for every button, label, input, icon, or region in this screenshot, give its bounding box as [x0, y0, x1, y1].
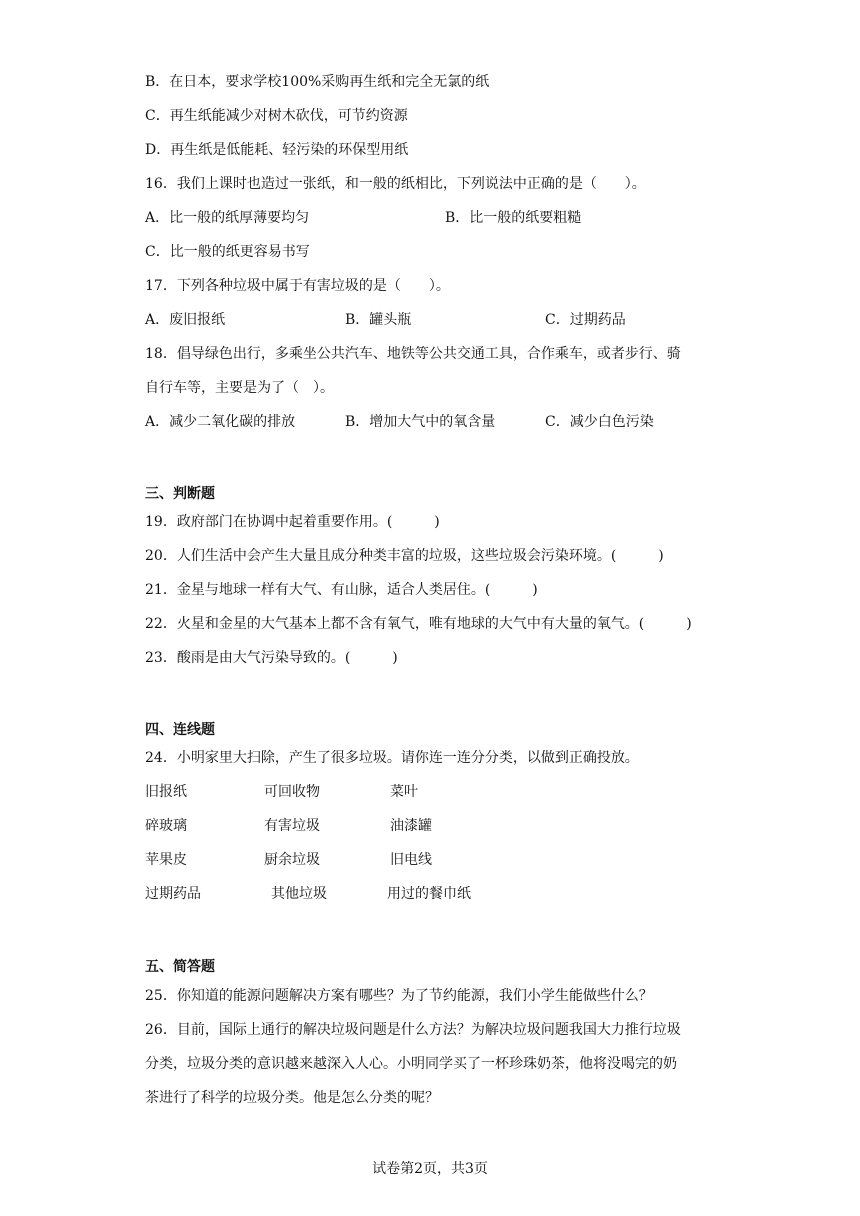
q17-stem: 17．下列各种垃圾中属于有害垃圾的是（ ）。 — [145, 278, 450, 294]
match-col1-item: 过期药品 — [145, 886, 201, 902]
match-col3-item: 菜叶 — [390, 784, 418, 800]
match-col3-item: 旧电线 — [390, 852, 432, 868]
q18-option-b: B．增加大气中的氧含量 — [345, 414, 496, 430]
match-col3-item: 油漆罐 — [390, 818, 432, 834]
q16-option-c: C．比一般的纸更容易书写 — [145, 244, 310, 260]
page-footer: 试卷第2页，共3页 — [372, 1161, 488, 1177]
q18-stem-line1: 18．倡导绿色出行，多乘坐公共汽车、地铁等公共交通工具，合作乘车，或者步行、骑 — [145, 346, 681, 362]
q17-option-b: B．罐头瓶 — [345, 312, 412, 328]
q19: 19．政府部门在协调中起着重要作用。( ) — [145, 514, 440, 530]
q15-option-b: B．在日本，要求学校100%采购再生纸和完全无氯的纸 — [145, 74, 490, 90]
q18-stem-line2: 自行车等，主要是为了（ ）。 — [145, 380, 334, 396]
q24-stem: 24．小明家里大扫除，产生了很多垃圾。请你连一连分分类，以做到正确投放。 — [145, 750, 639, 766]
match-col2-item: 厨余垃圾 — [264, 852, 320, 868]
q18-option-a: A．减少二氧化碳的排放 — [145, 414, 296, 430]
match-col1-item: 碎玻璃 — [145, 818, 187, 834]
q18-option-c: C．减少白色污染 — [545, 414, 654, 430]
q16-option-a: A．比一般的纸厚薄要均匀 — [145, 210, 310, 226]
match-col3-item: 用过的餐巾纸 — [387, 886, 471, 902]
section3-title: 三、判断题 — [145, 486, 215, 502]
match-col1-item: 旧报纸 — [145, 784, 187, 800]
q21: 21．金星与地球一样有大气、有山脉，适合人类居住。( ) — [145, 582, 538, 598]
q16-option-b: B．比一般的纸要粗糙 — [445, 210, 582, 226]
q26-line3: 茶进行了科学的垃圾分类。他是怎么分类的呢？ — [145, 1090, 439, 1106]
q20: 20．人们生活中会产生大量且成分种类丰富的垃圾，这些垃圾会污染环境。( ) — [145, 548, 664, 564]
q22: 22．火星和金星的大气基本上都不含有氧气，唯有地球的大气中有大量的氧气。( ) — [145, 616, 692, 632]
q16-stem: 16．我们上课时也造过一张纸，和一般的纸相比，下列说法中正确的是（ ）。 — [145, 176, 646, 192]
q17-option-c: C．过期药品 — [545, 312, 626, 328]
match-col2-item: 其他垃圾 — [271, 886, 327, 902]
match-col2-item: 可回收物 — [264, 784, 320, 800]
q23: 23．酸雨是由大气污染导致的。( ) — [145, 650, 398, 666]
section5-title: 五、简答题 — [145, 959, 215, 975]
section4-title: 四、连线题 — [145, 722, 215, 738]
match-col2-item: 有害垃圾 — [264, 818, 320, 834]
q15-option-c: C．再生纸能减少对树木砍伐，可节约资源 — [145, 108, 408, 124]
q25: 25．你知道的能源问题解决方案有哪些？为了节约能源，我们小学生能做些什么？ — [145, 988, 653, 1004]
q17-option-a: A．废旧报纸 — [145, 312, 226, 328]
q26-line1: 26．目前，国际上通行的解决垃圾问题是什么方法？为解决垃圾问题我国大力推行垃圾 — [145, 1022, 681, 1038]
q26-line2: 分类，垃圾分类的意识越来越深入人心。小明同学买了一杯珍珠奶茶，他将没喝完的奶 — [145, 1056, 677, 1072]
match-col1-item: 苹果皮 — [145, 852, 187, 868]
q15-option-d: D．再生纸是低能耗、轻污染的环保型用纸 — [145, 142, 409, 158]
